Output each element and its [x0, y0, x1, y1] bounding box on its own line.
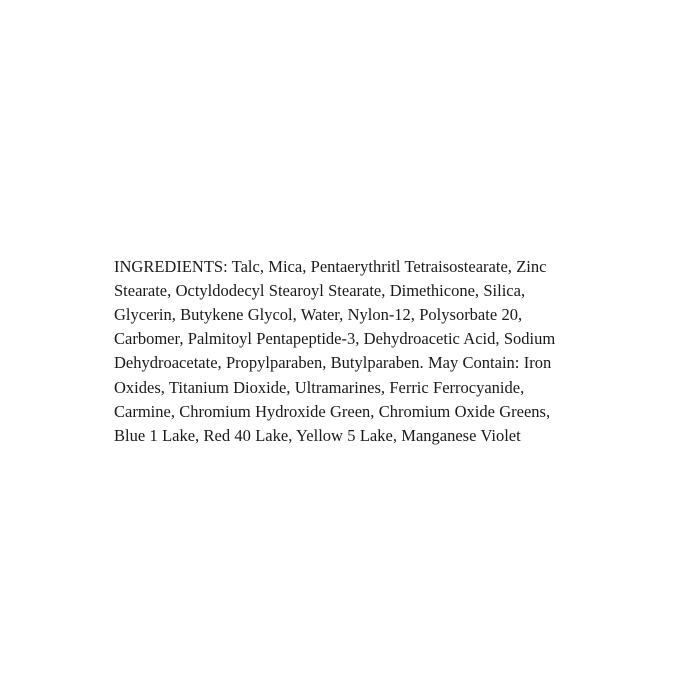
ingredients-block	[114, 238, 574, 465]
ingredients-paragraph: INGREDIENTS: Talc, Mica, Pentaerythritl Tetraisostearate, Zinc Stearate, Octyldodecyl Stearoyl Stearate, Dimethicone, Silica, Glycerin, Butykene Glycol, Water, Nylon-12, Polysorbate 20, Carbomer, Palmitoyl Pentapeptide-3, Dehydroacetic Acid, Sodium Dehydroacetate, Propylparaben, Butylparaben. May Contain: Iron Oxides, Titanium Dioxide, Ultramarines, Ferric Ferrocyanide, Carmine, Chromium Hydroxide Green, Chromium Oxide Greens, Blue 1 Lake, Red 40 Lake, Yellow 5 Lake, Manganese Violet	[114, 256, 560, 445]
